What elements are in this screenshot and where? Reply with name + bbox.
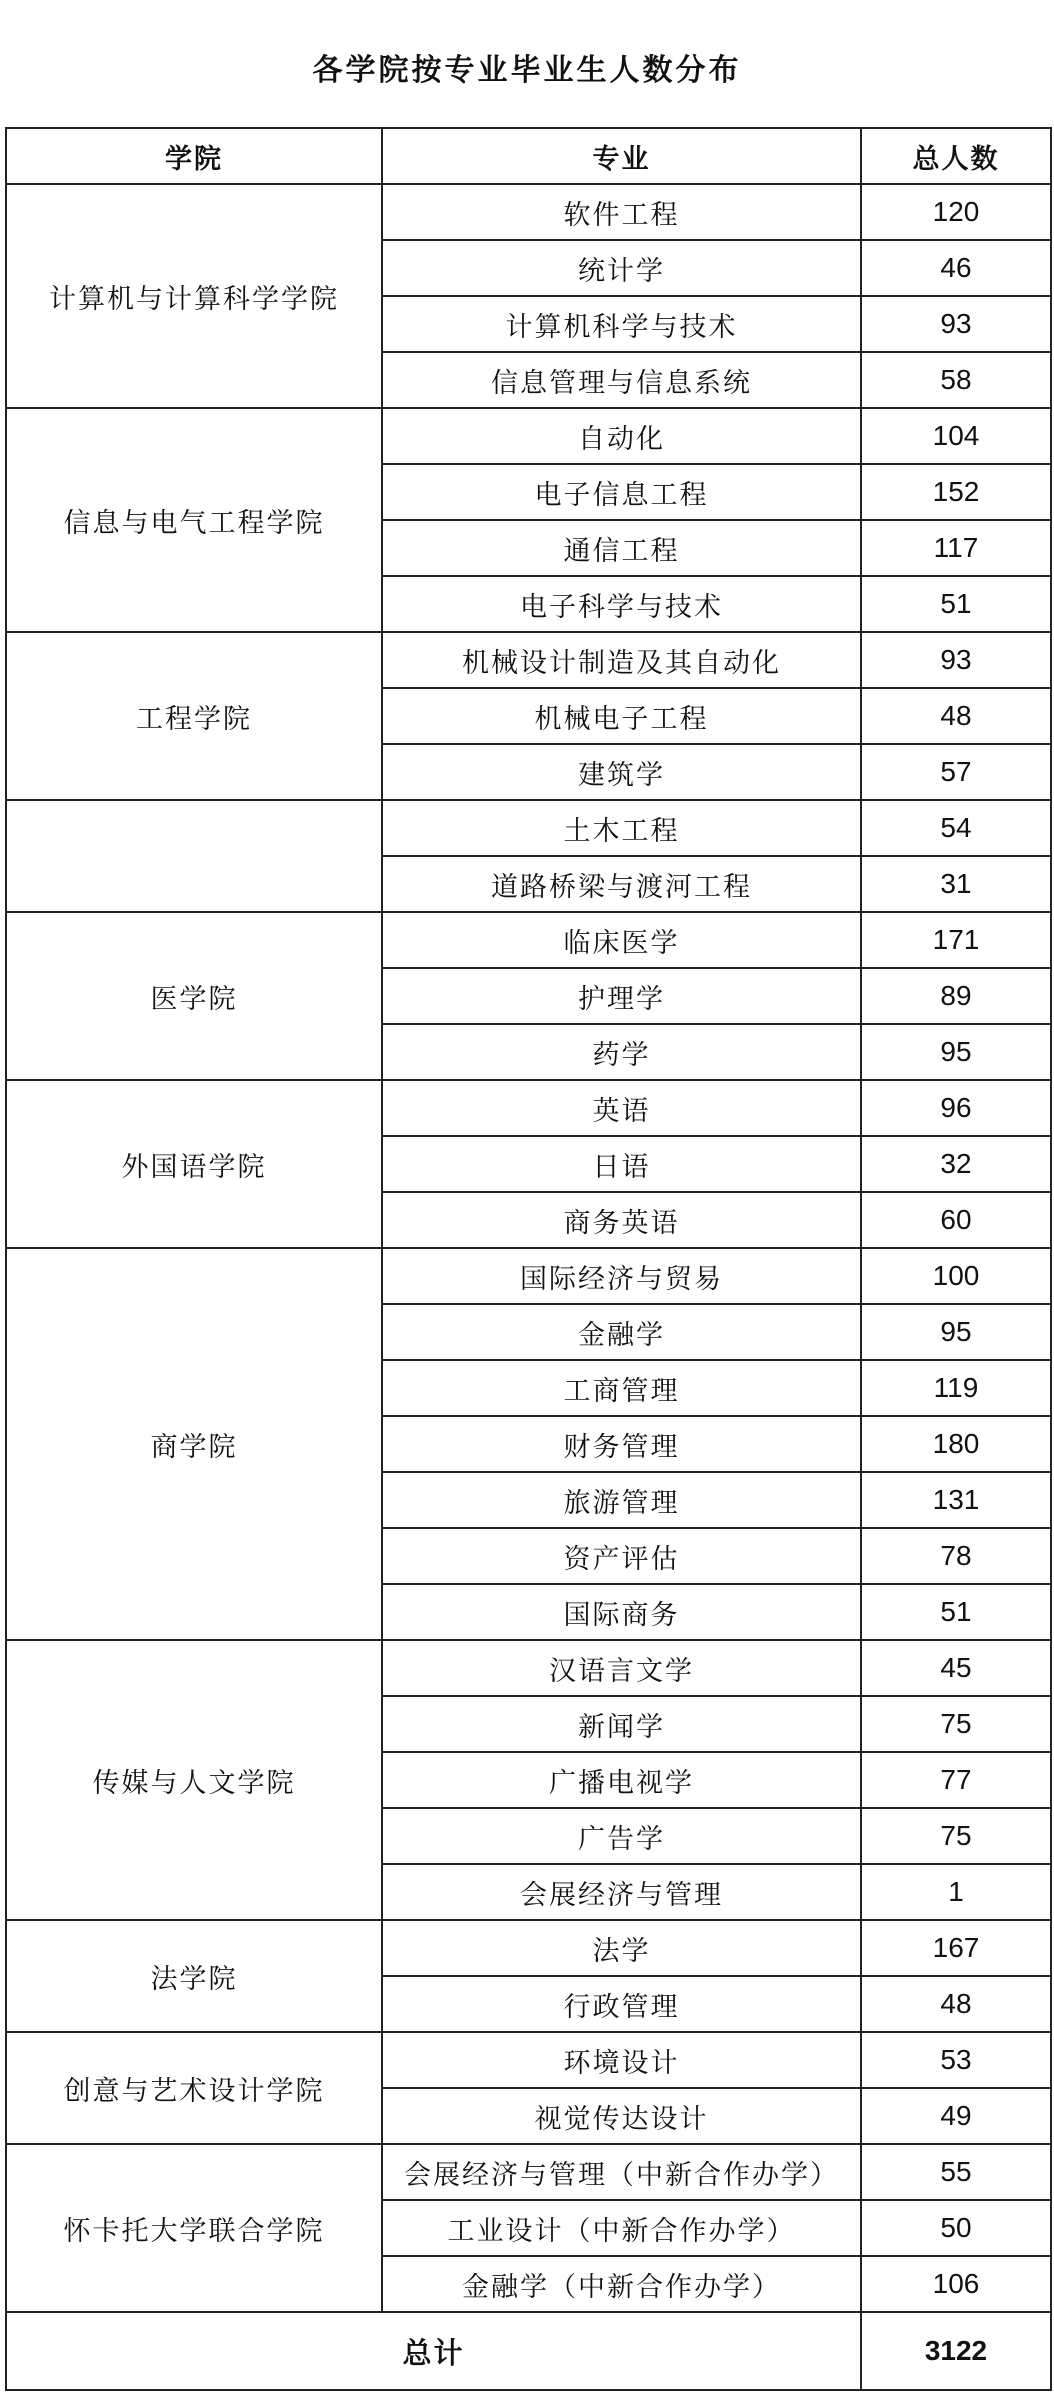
column-header-major: 专业 — [382, 128, 861, 184]
count-cell: 75 — [861, 1808, 1051, 1864]
count-cell: 58 — [861, 352, 1051, 408]
count-cell: 96 — [861, 1080, 1051, 1136]
table-row — [6, 184, 1051, 240]
major-cell: 自动化 — [382, 408, 861, 464]
page-title: 各学院按专业毕业生人数分布 — [312, 53, 742, 88]
college-cell: 医学院 — [6, 912, 382, 1080]
major-cell: 会展经济与管理 — [382, 1864, 861, 1920]
count-cell: 167 — [861, 1920, 1051, 1976]
college-cell — [6, 800, 382, 912]
major-cell: 汉语言文学 — [382, 1640, 861, 1696]
graduates-table — [5, 127, 1052, 2391]
major-cell: 药学 — [382, 1024, 861, 1080]
count-cell: 93 — [861, 296, 1051, 352]
table-row — [6, 2144, 1051, 2200]
table-row — [6, 912, 1051, 968]
major-cell: 计算机科学与技术 — [382, 296, 861, 352]
count-cell: 75 — [861, 1696, 1051, 1752]
count-cell: 152 — [861, 464, 1051, 520]
count-cell: 104 — [861, 408, 1051, 464]
table-row — [6, 800, 1051, 856]
major-cell: 广播电视学 — [382, 1752, 861, 1808]
college-cell: 外国语学院 — [6, 1080, 382, 1248]
major-cell: 国际经济与贸易 — [382, 1248, 861, 1304]
major-cell: 法学 — [382, 1920, 861, 1976]
count-cell: 32 — [861, 1136, 1051, 1192]
column-header-college: 学院 — [6, 128, 382, 184]
table-row — [6, 408, 1051, 464]
college-cell: 计算机与计算科学学院 — [6, 184, 382, 408]
major-cell: 财务管理 — [382, 1416, 861, 1472]
major-cell: 统计学 — [382, 240, 861, 296]
count-cell: 77 — [861, 1752, 1051, 1808]
count-cell: 55 — [861, 2144, 1051, 2200]
count-cell: 51 — [861, 576, 1051, 632]
major-cell: 会展经济与管理（中新合作办学） — [382, 2144, 861, 2200]
major-cell: 金融学（中新合作办学） — [382, 2256, 861, 2312]
count-cell: 49 — [861, 2088, 1051, 2144]
count-cell: 89 — [861, 968, 1051, 1024]
major-cell: 电子科学与技术 — [382, 576, 861, 632]
count-cell: 45 — [861, 1640, 1051, 1696]
table-row — [6, 1248, 1051, 1304]
major-cell: 行政管理 — [382, 1976, 861, 2032]
major-cell: 视觉传达设计 — [382, 2088, 861, 2144]
table-row — [6, 1920, 1051, 1976]
college-cell: 传媒与人文学院 — [6, 1640, 382, 1920]
count-cell: 117 — [861, 520, 1051, 576]
count-cell: 95 — [861, 1304, 1051, 1360]
count-cell: 78 — [861, 1528, 1051, 1584]
college-cell: 商学院 — [6, 1248, 382, 1640]
count-cell: 180 — [861, 1416, 1051, 1472]
count-cell: 1 — [861, 1864, 1051, 1920]
college-cell: 信息与电气工程学院 — [6, 408, 382, 632]
major-cell: 新闻学 — [382, 1696, 861, 1752]
count-cell: 93 — [861, 632, 1051, 688]
table-body — [6, 184, 1051, 2312]
count-cell: 119 — [861, 1360, 1051, 1416]
major-cell: 土木工程 — [382, 800, 861, 856]
major-cell: 环境设计 — [382, 2032, 861, 2088]
count-cell: 120 — [861, 184, 1051, 240]
count-cell: 48 — [861, 1976, 1051, 2032]
column-header-count: 总人数 — [861, 128, 1051, 184]
major-cell: 工商管理 — [382, 1360, 861, 1416]
college-cell: 创意与艺术设计学院 — [6, 2032, 382, 2144]
header-row — [6, 128, 1051, 184]
major-cell: 国际商务 — [382, 1584, 861, 1640]
count-cell: 95 — [861, 1024, 1051, 1080]
count-cell: 54 — [861, 800, 1051, 856]
major-cell: 信息管理与信息系统 — [382, 352, 861, 408]
total-label: 总计 — [6, 2312, 861, 2390]
count-cell: 48 — [861, 688, 1051, 744]
major-cell: 资产评估 — [382, 1528, 861, 1584]
major-cell: 机械电子工程 — [382, 688, 861, 744]
major-cell: 工业设计（中新合作办学） — [382, 2200, 861, 2256]
count-cell: 51 — [861, 1584, 1051, 1640]
count-cell: 31 — [861, 856, 1051, 912]
major-cell: 临床医学 — [382, 912, 861, 968]
table-row — [6, 632, 1051, 688]
count-cell: 106 — [861, 2256, 1051, 2312]
total-row — [6, 2312, 1051, 2390]
major-cell: 日语 — [382, 1136, 861, 1192]
major-cell: 金融学 — [382, 1304, 861, 1360]
table-row — [6, 2032, 1051, 2088]
major-cell: 护理学 — [382, 968, 861, 1024]
count-cell: 171 — [861, 912, 1051, 968]
major-cell: 广告学 — [382, 1808, 861, 1864]
count-cell: 53 — [861, 2032, 1051, 2088]
college-cell: 怀卡托大学联合学院 — [6, 2144, 382, 2312]
major-cell: 英语 — [382, 1080, 861, 1136]
table-row — [6, 1640, 1051, 1696]
count-cell: 46 — [861, 240, 1051, 296]
count-cell: 50 — [861, 2200, 1051, 2256]
major-cell: 通信工程 — [382, 520, 861, 576]
table-row — [6, 1080, 1051, 1136]
major-cell: 建筑学 — [382, 744, 861, 800]
major-cell: 商务英语 — [382, 1192, 861, 1248]
count-cell: 100 — [861, 1248, 1051, 1304]
count-cell: 131 — [861, 1472, 1051, 1528]
major-cell: 道路桥梁与渡河工程 — [382, 856, 861, 912]
college-cell: 工程学院 — [6, 632, 382, 800]
major-cell: 软件工程 — [382, 184, 861, 240]
major-cell: 机械设计制造及其自动化 — [382, 632, 861, 688]
total-value: 3122 — [861, 2312, 1051, 2390]
count-cell: 60 — [861, 1192, 1051, 1248]
count-cell: 57 — [861, 744, 1051, 800]
major-cell: 旅游管理 — [382, 1472, 861, 1528]
major-cell: 电子信息工程 — [382, 464, 861, 520]
college-cell: 法学院 — [6, 1920, 382, 2032]
